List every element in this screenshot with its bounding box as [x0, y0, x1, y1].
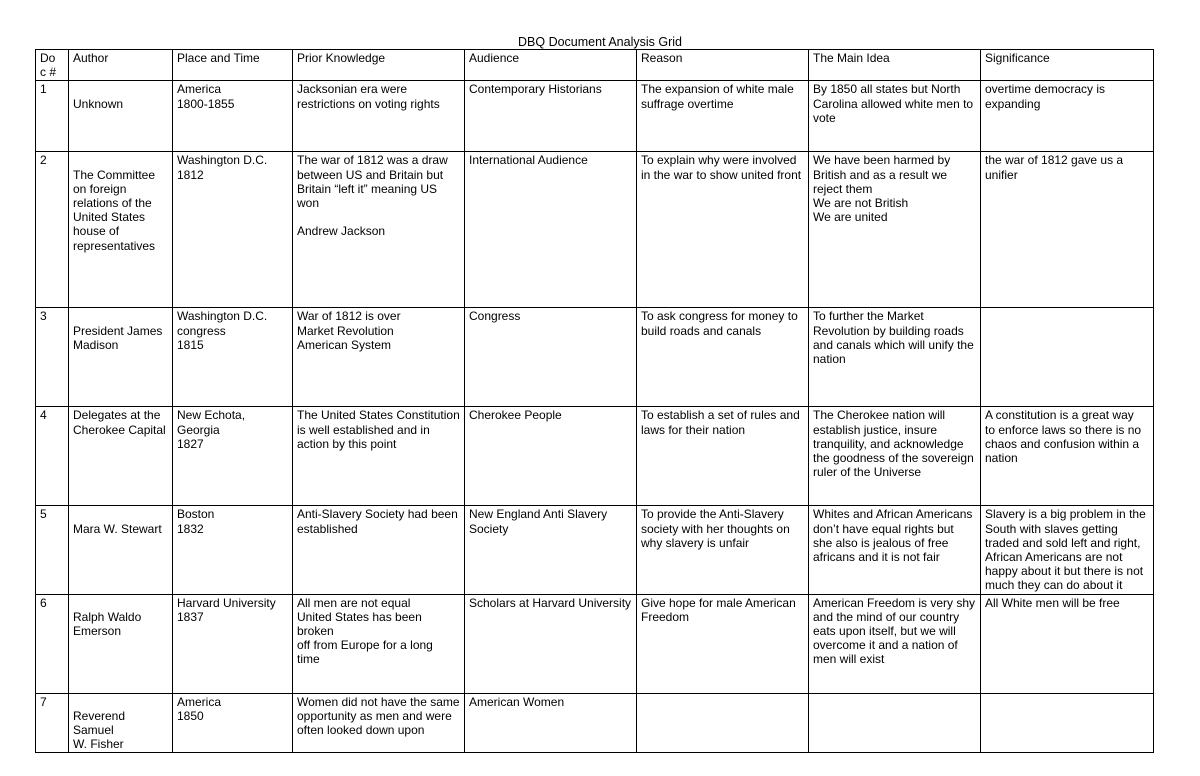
prior-knowledge-cell: The United States Constitution is well established and in action by this point: [293, 407, 465, 506]
header-audience: Audience: [465, 50, 637, 81]
prior-knowledge-cell: All men are not equal United States has been broken off from Europe for a long time: [293, 594, 465, 693]
author-cell: President James Madison: [69, 308, 173, 407]
author-cell: Ralph Waldo Emerson: [69, 594, 173, 693]
main-idea-cell: We have been harmed by British and as a result we reject them We are not British We are united: [809, 152, 981, 308]
significance-cell: Slavery is a big problem in the South with slaves getting traded and sold left and right, African Americans are not happy about it but there is not much they can do about it: [981, 506, 1154, 594]
author-cell: Delegates at the Cherokee Capital: [69, 407, 173, 506]
author-cell: Reverend Samuel W. Fisher: [69, 693, 173, 753]
significance-cell: All White men will be free: [981, 594, 1154, 693]
doc-number-cell: 3: [36, 308, 69, 407]
significance-cell: A constitution is a great way to enforce laws so there is no chaos and confusion within a nation: [981, 407, 1154, 506]
doc-number-cell: 4: [36, 407, 69, 506]
header-doc-number: Do c #: [36, 50, 69, 81]
header-significance: Significance: [981, 50, 1154, 81]
reason-cell: Give hope for male American Freedom: [637, 594, 809, 693]
header-prior-knowledge: Prior Knowledge: [293, 50, 465, 81]
prior-knowledge-cell: Women did not have the same opportunity as men and were often looked down upon: [293, 693, 465, 753]
table-row: [36, 81, 1154, 152]
significance-cell: [981, 308, 1154, 407]
main-idea-cell: [809, 693, 981, 753]
main-idea-cell: By 1850 all states but North Carolina allowed white men to vote: [809, 81, 981, 152]
place-time-cell: America 1850: [173, 693, 293, 753]
author-cell: The Committee on foreign relations of the United States house of representatives: [69, 152, 173, 308]
place-time-cell: New Echota, Georgia 1827: [173, 407, 293, 506]
main-idea-cell: The Cherokee nation will establish justice, insure tranquility, and acknowledge the goodness of the sovereign ruler of the Universe: [809, 407, 981, 506]
prior-knowledge-cell: Anti-Slavery Society had been established: [293, 506, 465, 594]
table-row: [36, 594, 1154, 693]
table-row: [36, 693, 1154, 753]
header-reason: Reason: [637, 50, 809, 81]
place-time-cell: Harvard University 1837: [173, 594, 293, 693]
header-place-time: Place and Time: [173, 50, 293, 81]
main-idea-cell: To further the Market Revolution by building roads and canals which will unify the nation: [809, 308, 981, 407]
prior-knowledge-cell: The war of 1812 was a draw between US and Britain but Britain “left it” meaning US won Andrew Jackson: [293, 152, 465, 308]
page-title: DBQ Document Analysis Grid: [518, 35, 682, 49]
doc-number-cell: 5: [36, 506, 69, 594]
audience-cell: New England Anti Slavery Society: [465, 506, 637, 594]
author-cell: Unknown: [69, 81, 173, 152]
author-cell: Mara W. Stewart: [69, 506, 173, 594]
audience-cell: American Women: [465, 693, 637, 753]
header-author: Author: [69, 50, 173, 81]
reason-cell: The expansion of white male suffrage overtime: [637, 81, 809, 152]
audience-cell: International Audience: [465, 152, 637, 308]
reason-cell: To explain why were involved in the war to show united front: [637, 152, 809, 308]
table-row: [36, 407, 1154, 506]
audience-cell: Scholars at Harvard University: [465, 594, 637, 693]
main-idea-cell: American Freedom is very shy and the mind of our country eats upon itself, but we will overcome it and a nation of men will exist: [809, 594, 981, 693]
header-main-idea: The Main Idea: [809, 50, 981, 81]
main-idea-cell: Whites and African Americans don’t have equal rights but she also is jealous of free africans and it is not fair: [809, 506, 981, 594]
reason-cell: To provide the Anti-Slavery society with her thoughts on why slavery is unfair: [637, 506, 809, 594]
table-row: [36, 506, 1154, 594]
significance-cell: [981, 693, 1154, 753]
place-time-cell: America 1800-1855: [173, 81, 293, 152]
analysis-grid: [35, 49, 1154, 753]
significance-cell: overtime democracy is expanding: [981, 81, 1154, 152]
audience-cell: Cherokee People: [465, 407, 637, 506]
audience-cell: Contemporary Historians: [465, 81, 637, 152]
place-time-cell: Boston 1832: [173, 506, 293, 594]
prior-knowledge-cell: Jacksonian era were restrictions on voting rights: [293, 81, 465, 152]
place-time-cell: Washington D.C. 1812: [173, 152, 293, 308]
doc-number-cell: 1: [36, 81, 69, 152]
reason-cell: [637, 693, 809, 753]
table-row: [36, 152, 1154, 308]
significance-cell: the war of 1812 gave us a unifier: [981, 152, 1154, 308]
reason-cell: To establish a set of rules and laws for their nation: [637, 407, 809, 506]
table-row: [36, 308, 1154, 407]
prior-knowledge-cell: War of 1812 is over Market Revolution American System: [293, 308, 465, 407]
doc-number-cell: 6: [36, 594, 69, 693]
place-time-cell: Washington D.C. congress 1815: [173, 308, 293, 407]
doc-number-cell: 2: [36, 152, 69, 308]
header-row: [36, 50, 1154, 81]
doc-number-cell: 7: [36, 693, 69, 753]
audience-cell: Congress: [465, 308, 637, 407]
reason-cell: To ask congress for money to build roads and canals: [637, 308, 809, 407]
